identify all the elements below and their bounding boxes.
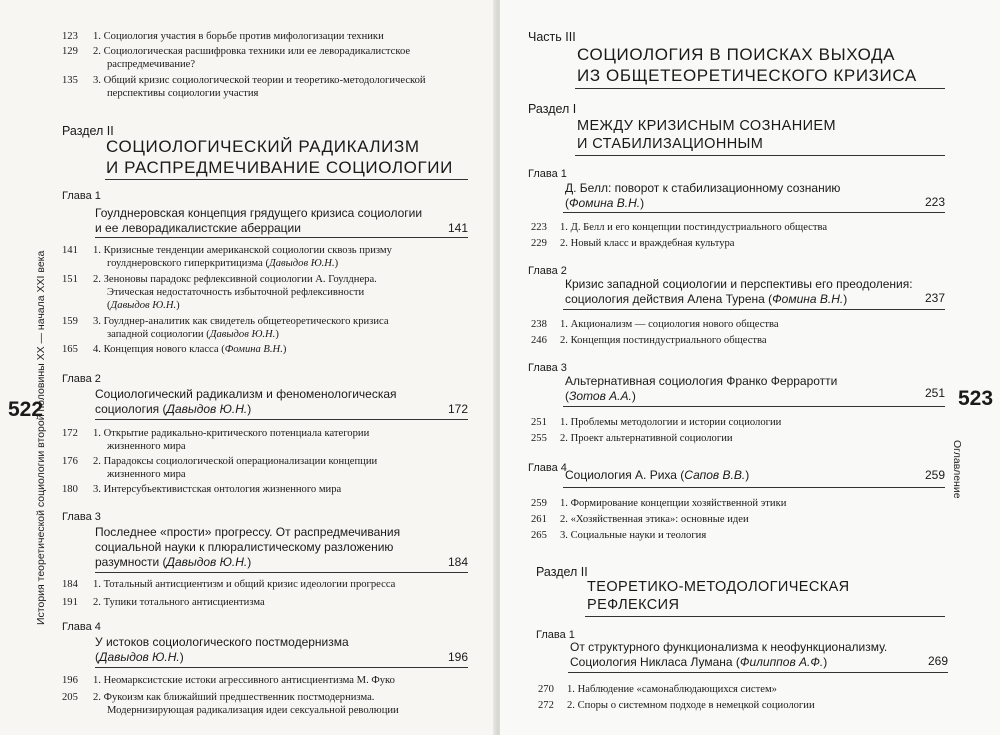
right-folio: 523 — [958, 387, 994, 410]
chapter-title[interactable]: Д. Белл: поворот к стабилизационному сознанию (Фомина В.Н.) — [565, 181, 841, 210]
section-label: Раздел I — [528, 102, 577, 116]
right-running-head: Оглавление — [951, 440, 963, 499]
section-title[interactable]: СОЦИОЛОГИЧЕСКИЙ РАДИКАЛИЗМ И РАСПРЕДМЕЧИВАНИЕ СОЦИОЛОГИИ — [106, 137, 453, 177]
chapter-rule — [563, 487, 945, 488]
chapter-title[interactable]: Альтернативная социология Франко Ферраротти (Зотов А.А.) — [565, 374, 838, 403]
section-title[interactable]: МЕЖДУ КРИЗИСНЫМ СОЗНАНИЕМ И СТАБИЛИЗАЦИОННЫМ — [577, 118, 836, 152]
section-rule — [575, 155, 945, 156]
chapter-page: 172 — [447, 402, 468, 416]
chapter-page: 223 — [924, 195, 945, 209]
chapter-page: 251 — [924, 386, 945, 400]
chapter-title[interactable]: Кризис западной социологии и перспективы его преодоления: социология действия Алена Турена (Фомина В.Н.) — [565, 277, 913, 306]
chapter-label: Глава 2 — [528, 265, 567, 277]
chapter-label: Глава 1 — [528, 168, 567, 180]
section-label: Раздел II — [62, 124, 114, 138]
chapter-label: Глава 3 — [528, 362, 567, 374]
section-title[interactable]: ТЕОРЕТИКО-МЕТОДОЛОГИЧЕСКАЯ РЕФЛЕКСИЯ — [587, 579, 850, 613]
left-page: История теоретической социологии второй половины XX — начала XXI века 522 123 1. Социология участия в борьбе против мифологизации техники 129 2. Социологическая расшифровка техники или ее леворадикалистское распредмечивание? 135 3. Общий кризис социологической теории и теоретико-методологической перспективы социологии участия Раздел II СОЦИОЛОГИЧЕСКИЙ РАДИКАЛИЗМ И РАСПРЕДМЕЧИВАНИЕ СОЦИОЛОГИИ Глава 1 Гоулднеровская концепция грядущего кризиса социологии и ее леворадикалистские аберрации 141 141 1. Кризисные тенденции американской социологии сквозь призму гоулднеровского гиперкритицизма (Давыдов Ю.Н.) 151 2. Зеноновы парадокс рефлексивной социологии А. Гоулднера. Этическая недостаточность избыточной рефлексивности (Давыдов Ю.Н.) 159 3. Гоулднер-аналитик как свидетель общетеоретического кризиса западной социологии (Давыдов Ю.Н.) 165 4. Концепция нового класса (Фомина В.Н.) Глава 2 Социологический радикализм и феноменологическая социология (Давыдов Ю.Н.) 172 172 1. Открытие радикально-критического потенциала категории жизненного мира 176 2. Парадоксы социологической операционализации концепции жизненного мира 180 3. Интерсубъективистская онтология жизненного мира Глава 3 Последнее «прости» прогрессу. От распредмечивания социальной науки к плюралистическому разложению разумности (Давыдов Ю.Н.) 184 184 1. Тотальный антисциентизм и общий кризис идеологии прогресса 191 2. Тупики тотального антисциентизма Глава 4 У истоков социологического постмодернизма (Давыдов Ю.Н.) 196 196 1. Неомарксистские истоки агрессивного антисциентизма М. Фуко 205 2. Фукоизм как ближайший предшественник постмодернизма. Модернизирующая радикализация идеи сексуальной революции — [8, 31, 468, 716]
chapter-rule — [563, 406, 945, 407]
part-rule — [575, 88, 945, 89]
part-label: Часть III — [528, 30, 576, 44]
chapter-label: Глава 1 — [536, 629, 575, 641]
chapter-rule — [95, 419, 468, 420]
chapter-label: Глава 4 — [528, 462, 567, 474]
chapter-page: 141 — [447, 221, 468, 235]
section-label: Раздел II — [536, 565, 588, 579]
left-running-head: История теоретической социологии второй половины XX — начала XXI века — [35, 250, 47, 625]
section-rule — [585, 616, 945, 617]
left-folio: 522 — [8, 398, 44, 421]
chapter-label: Глава 3 — [62, 511, 101, 523]
chapter-label: Глава 2 — [62, 373, 101, 385]
right-page: 523 Оглавление Часть III СОЦИОЛОГИЯ В ПОИСКАХ ВЫХОДА ИЗ ОБЩЕТЕОРЕТИЧЕСКОГО КРИЗИСА Раздел I МЕЖДУ КРИЗИСНЫМ СОЗНАНИЕМ И СТАБИЛИЗАЦИОННЫМ Глава 1 Д. Белл: поворот к стабилизационному сознанию (Фомина В.Н.) 223 223 1. Д. Белл и его концепции постиндустриального общества 229 2. Новый класс и враждебная культура Глава 2 Кризис западной социологии и перспективы его преодоления: социология действия Алена Турена (Фомина В.Н.) 237 238 1. Акционализм — социология нового общества 246 2. Концепция постиндустриального общества Глава 3 Альтернативная социология Франко Ферраротти (Зотов А.А.) 251 251 1. Проблемы методологии и истории социологии 255 2. Проект альтернативной социологии Глава 4 Социология А. Риха (Сапов В.В.) 259 259 1. Формирование концепции хозяйственной этики 261 2. «Хозяйственная этика»: основные идеи 265 3. Социальные науки и теология Раздел II ТЕОРЕТИКО-МЕТОДОЛОГИЧЕСКАЯ РЕФЛЕКСИЯ Глава 1 От структурного функционализма к неофункционализму. Социология Никласа Лумана (Филиппов А.Ф.) 269 270 1. Наблюдение «самонаблюдающихся систем» 272 2. Споры о системном подходе в немецкой социологии — [500, 0, 1000, 735]
chapter-title[interactable]: У истоков социологического постмодернизма (Давыдов Ю.Н.) — [95, 635, 349, 664]
chapter-title[interactable]: Гоулднеровская концепция грядущего кризиса социологии и ее леворадикалистские аберрации — [95, 206, 423, 235]
chapter-title[interactable]: Последнее «прости» прогрессу. От распредмечивания социальной науки к плюралистическому разложению разумности (Давыдов Ю.Н.) — [95, 525, 401, 569]
chapter-rule — [563, 212, 945, 213]
chapter-title[interactable]: Социология А. Риха (Сапов В.В.) — [565, 468, 750, 482]
chapter-rule — [95, 572, 468, 573]
chapter-page: 269 — [927, 654, 948, 668]
section-rule — [105, 179, 468, 180]
chapter-page: 184 — [447, 555, 468, 569]
chapter-page: 259 — [924, 468, 945, 482]
chapter-rule — [568, 672, 948, 673]
chapter-rule — [563, 309, 945, 310]
chapter-title[interactable]: От структурного функционализма к неофункционализму. Социология Никласа Лумана (Филиппов А.Ф.) — [570, 640, 888, 669]
chapter-rule — [95, 237, 468, 238]
chapter-rule — [95, 667, 468, 668]
chapter-page: 237 — [924, 291, 945, 305]
chapter-label: Глава 1 — [62, 190, 101, 202]
part-title[interactable]: СОЦИОЛОГИЯ В ПОИСКАХ ВЫХОДА ИЗ ОБЩЕТЕОРЕТИЧЕСКОГО КРИЗИСА — [577, 45, 917, 85]
chapter-title[interactable]: Социологический радикализм и феноменологическая социология (Давыдов Ю.Н.) — [95, 387, 397, 416]
chapter-label: Глава 4 — [62, 621, 101, 633]
chapter-page: 196 — [447, 650, 468, 664]
